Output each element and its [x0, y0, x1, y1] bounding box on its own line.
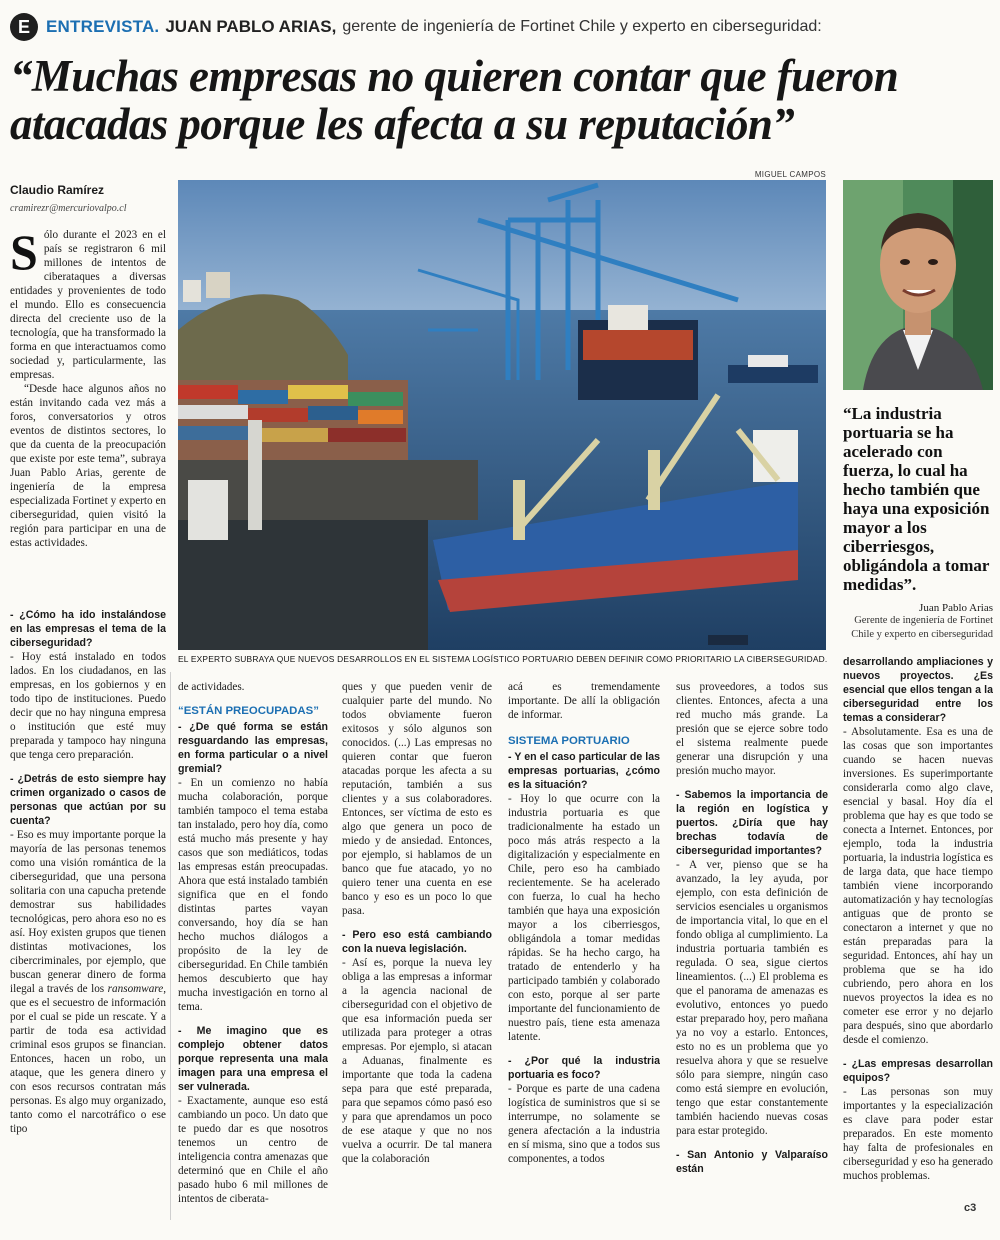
end-mark: c3: [964, 1202, 977, 1214]
question-9: - San Antonio y Valparaíso están: [676, 1149, 828, 1175]
question-9-continued: desarrollando ampliaciones y nuevos proyectos. ¿Es esencial que ellos tengan a la ciberseguridad entre los temas a considerar?: [843, 656, 993, 724]
question-4: - Me imagino que es complejo obtener datos porque representa una mala imagen para una empresa el ser vulnerada.: [178, 1025, 328, 1093]
pull-quote-text: “La industria portuaria se ha acelerado con fuerza, lo cual ha hecho también que haya una exposición mayor a los ciberriesgos, obligándola a tomar medidas”.: [843, 404, 990, 594]
portrait-illustration: [843, 180, 993, 390]
second-paragraph: “Desde hace algunos años no están invitando cada vez más a foros, conversatorios y otros eventos de distintos sectores, lo que da cuenta de la preocupación que existe por este tema”, subraya Juan Pablo Arias, gerente de ingeniería de la empresa especializada Fortinet y experto en ciberseguridad, quien visitó la región para participar en una de estas actividades.: [10, 383, 166, 549]
pull-quote-name: Juan Pablo Arias: [919, 602, 993, 614]
kicker-line: [10, 12, 990, 42]
answer-2: [10, 828, 166, 1136]
section-label: ENTREVISTA.: [46, 17, 160, 36]
column-4: [508, 680, 660, 1220]
continued-text-4: acá es tremendamente importante. De allí la obligación de informar.: [508, 681, 660, 721]
drop-cap: S: [10, 228, 38, 280]
interviewee-role: gerente de ingeniería de Fortinet Chile y experto en ciberseguridad:: [342, 18, 822, 35]
column-3: [342, 680, 492, 1220]
question-3: - ¿De qué forma se están resguardando las empresas, en forma particular o a nivel gremial?: [178, 721, 328, 775]
headline: [10, 52, 995, 148]
answer-5: - Así es, porque la nueva ley obliga a las empresas a informar a la agencia nacional de ciberseguridad con el objetivo de que esa información pueda ser utilizada para proteger a otras empresas. Por ejemplo, si atacan a Aduanas, finalmente es importante que toda la cadena sepa para que esté preparada, para que sepamos cómo pasó eso y para que aprendamos un poco de ese ataque y que no nos vuelva a ocurrir. De tal manera que la colaboración: [342, 957, 492, 1165]
answer-2-part-c: , que es el secuestro de información por el cual se pide un rescate. Y a partir de toda esa actividad criminal esos grupos se financian. Entonces, hacen un robo, un ataque, que les genera dinero y con esos recursos contratan más personas. Es algo muy organizado, tanto como el narcotráfico o ese tipo: [10, 983, 166, 1135]
pull-quote-role: Gerente de ingeniería de Fortinet Chile y experto en ciberseguridad: [851, 615, 993, 640]
question-5: - Pero eso está cambiando con la nueva legislación.: [342, 929, 492, 955]
section-heading-preocupadas: “ESTÁN PREOCUPADAS”: [178, 705, 319, 717]
answer-6: - Hoy lo que ocurre con la industria portuaria es que tradicionalmente ha estado un poco más atrás respecto a la digitalización y especialmente en Chile, pero eso ha cambiado recientemente. Se ha acelerado con fuerza, lo cual ha hecho también que haya una exposición mayor a los ciberriesgos, obligándola a tomar medidas rápidas. Se ha hecho cargo, ha tratado de entenderlo y ha participado también y colaborado con esto, porque al ser parte importante del funcionamiento de nuestro país, tiene esta amenaza latente.: [508, 793, 660, 1043]
answer-8: - A ver, pienso que se ha avanzado, la ley ayuda, por ejemplo, con esta definición de servicios esenciales u organismos de importancia vital, lo que en el fondo obliga al cumplimiento. La industria portuaria también es regulada. O sea, sigue ciertos lineamientos. (...) El problema es que el panorama de amenazas es evolutivo, entonces yo puedo estar preparado hoy, pero mañana ya no voy a estarlo. Entonces, esto no es un problema que yo resuelva ahora y que se resuelve sólo para siempre, ningún caso como está siempre en evolución, tengo que estar constantemente también haciendo nuevas cosas para estar protegido.: [676, 859, 828, 1137]
question-2: - ¿Detrás de esto siempre hay crimen organizado o casos de personas que actúan por su cuenta?: [10, 773, 166, 827]
question-8: - Sabemos la importancia de la región en logística y puertos. ¿Diría que hay brechas todavía de ciberseguridad importantes?: [676, 789, 828, 857]
photo-caption: EL EXPERTO SUBRAYA QUE NUEVOS DESARROLLOS EN EL SISTEMA LOGÍSTICO PORTUARIO DEBEN DEFINIR COMO PRIORITARIO LA CIBERSEGURIDAD.: [178, 654, 828, 664]
answer-3: - En un comienzo no había mucha colaboración, porque también tampoco el tema estaba tan instalado, pero hoy día, como está mucho más presente y hay casos que son mediáticos, todas las empresas están preocupadas. Ahora que está instalado también significa que en el fondo distintas partes vayan conversando, hoy día se han hecho muchos diálogos a propósito de la ley de ciberseguridad. En Chile también hemos descubierto que hay mucha investigación en torno al tema.: [178, 777, 328, 1013]
photo-credit: MIGUEL CAMPOS: [754, 170, 826, 179]
byline: [10, 183, 170, 214]
answer-7: - Porque es parte de una cadena logística de suministros que si se interrumpe, no solamente se genera afectación a la industria en sí misma, sino que a todos sus componentes, a todos: [508, 1083, 660, 1165]
headline-line-1: “Muchas empresas no quieren contar que fueron: [10, 51, 899, 101]
column-5: [676, 680, 828, 1220]
question-1: - ¿Cómo ha ido instalándose en las empresas el tema de la ciberseguridad?: [10, 609, 166, 649]
answer-1: - Hoy está instalado en todos lados. En los ciudadanos, en las empresas, en los gobiernos y en todo tipo de instituciones. Puedo decir que no hay ninguna empresa o institución que esté muy preparada y tampoco hay ninguna que tenga cero preparación.: [10, 651, 166, 761]
continued-text-5: sus proveedores, a todos sus clientes. Entonces, afecta a una red mucho más grande. La presión que se ejerce sobre todo el sistema realmente puede generar una disrupción y una presión mucho mayor.: [676, 681, 828, 777]
answer-2-part-a: - Eso es muy importante porque la mayoría de las personas tenemos como una visión romántica de la ciberseguridad, que una persona solitaria con una capucha pretende demostrar sus habilidades tecnológicas, pero ahora eso no es así. Hoy existen grupos que tienen distintas motivaciones, los cibercriminales, por ejemplo, que buscan generar dinero de forma ilegal a través de los: [10, 829, 166, 995]
portrait-photo: [843, 180, 993, 390]
column-6: [843, 655, 993, 1220]
column-2: [178, 680, 328, 1220]
author-email: cramirezr@mercuriovalpo.cl: [10, 203, 127, 214]
port-illustration: [178, 180, 826, 650]
answer-4: - Exactamente, aunque eso está cambiando un poco. Un dato que te puedo dar es que nosotros tenemos un centro de inteligencia contra amenazas que determinó que en Chile el año pasado hubo 6 mil millones de intentos de ciberata-: [178, 1095, 328, 1205]
answer-2-italic: ransomware: [107, 983, 164, 995]
continued-text-3: ques y que pueden venir de cualquier parte del mundo. No todos obviamente fueron exitosos y sólo algunos son conocidos. (...) Las empresas no quieren contar que fueron atacadas porque les afecta a su reputación, también a sus clientes y a sus colaboradores. Entonces, ser víctima de esto es algo que genera un poco de miedo y de ansiedad. Entonces, por ejemplo, si hablamos de un banco que fue atacado, yo no quiero tener una cuenta en ese banco y eso es un poco lo que pasa.: [342, 681, 492, 917]
author-name: Claudio Ramírez: [10, 183, 105, 197]
continued-text: de actividades.: [178, 681, 245, 693]
answer-9: - Absolutamente. Esa es una de las cosas que son importantes cuando se hacen nuevas inversiones. Es superimportante considerarla como algo clave, esencial y basal. Hoy día el problema que hay es que todo se conecta a Internet. Entonces, por ejemplo, toda la industria portuaria, la industria logística es de larga data, que hace tiempo también viene incorporando automatización y hay tecnologías antiguas que de pronto se conectaron a internet y que no están preparadas para la seguridad. Entonces, ahí hay un problema que se ha ido cubriendo, pero ahora en los nuevos proyectos la idea es no cometer ese error y no dejarlo para después, sino que abordarlo desde el comienzo.: [843, 726, 993, 1046]
column-1-lower: [10, 608, 166, 1220]
headline-line-2: atacadas porque les afecta a su reputación”: [10, 99, 795, 149]
port-photo: [178, 180, 826, 650]
column-1: [10, 228, 166, 592]
pull-quote: [843, 404, 993, 642]
interviewee-name: JUAN PABLO ARIAS,: [165, 17, 337, 36]
question-7: - ¿Por qué la industria portuaria es foco?: [508, 1055, 660, 1081]
section-heading-portuario: SISTEMA PORTUARIO: [508, 735, 630, 747]
answer-10: - Las personas son muy importantes y la especialización es clave para poder estar preparados. En este momento hay falta de profesionales en ciberseguridad y eso ha generado muchos problemas.: [843, 1086, 993, 1182]
question-6: - Y en el caso particular de las empresas portuarias, ¿cómo es la situación?: [508, 751, 660, 791]
intro-paragraph: ólo durante el 2023 en el país se registraron 6 mil millones de intentos de ciberataques a diversas entidades y provenientes de todo el mundo. Ello es consecuencia directa del creciente uso de la tecnología, que ha transformado la forma en que interactuamos como sociedad y, particularmente, las empresas.: [10, 229, 166, 381]
column-divider: [170, 672, 171, 1220]
question-10: - ¿Las empresas desarrollan equipos?: [843, 1058, 993, 1084]
section-badge: E: [10, 13, 38, 41]
